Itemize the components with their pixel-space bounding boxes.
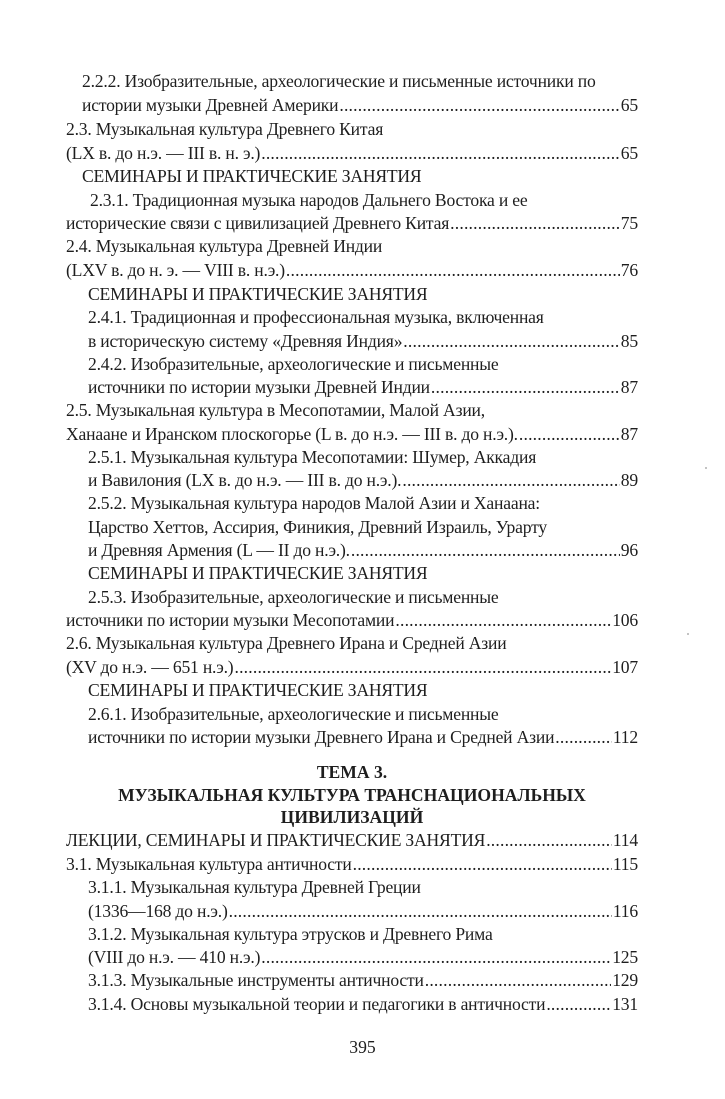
leader-dots [450,212,620,235]
toc-page-number: 76 [620,260,638,280]
toc-page-number: 125 [612,947,638,967]
toc-entry-text: 3.1. Музыкальная культура античности [66,854,352,874]
leader-dots [519,423,620,446]
toc-entry-line [66,829,638,852]
toc-entry-text: 2.3. Музыкальная культура Древнего Китая [66,119,384,139]
toc-entry-line [88,946,638,969]
toc-entry-text: 2.5.1. Музыкальная культура Месопотамии: Шумер, Аккадия [88,447,537,467]
toc-page-number: 87 [620,424,638,444]
toc-entry-line [66,656,638,679]
toc-page-number: 89 [620,470,638,490]
toc-entry-text: 2.2.2. Изобразительные, археологические и письменные источники по [82,71,596,91]
section-label: СЕМИНАРЫ И ПРАКТИЧЕСКИЕ ЗАНЯТИЯ [88,284,428,304]
toc-entry-text: 2.6.1. Изобразительные, археологические и письменные [88,704,499,724]
toc-entry-line [66,423,638,446]
toc-entry-line [66,609,638,632]
toc-page-number: 65 [620,143,638,163]
toc-entry-line [88,376,638,399]
toc-page-number: 107 [612,657,638,677]
toc-entry-line [88,539,638,562]
leader-dots [229,900,612,923]
toc-page-number: 112 [612,727,638,747]
leader-dots [395,609,611,632]
toc-entry-text: ЛЕКЦИИ, СЕМИНАРЫ И ПРАКТИЧЕСКИЕ ЗАНЯТИЯ [66,830,486,850]
theme-heading: ЦИВИЛИЗАЦИЙ [280,807,424,827]
toc-entry-text: 2.4.2. Изобразительные, археологические и письменные [88,354,499,374]
toc-entry-text: истории музыки Древней Америки [82,95,339,115]
leader-dots [402,469,619,492]
toc-entry-text: 2.6. Музыкальная культура Древнего Ирана и Средней Азии [66,633,507,653]
toc-entry-text: 2.5. Музыкальная культура в Месопотамии, Малой Азии, [66,400,485,420]
theme-heading: ТЕМА 3. [316,762,388,782]
toc-page-number: 116 [612,901,638,921]
leader-dots [431,376,620,399]
toc-entry-text: в историческую систему «Древняя Индия» [88,331,403,351]
toc-entry-text: 2.5.2. Музыкальная культура народов Малой Азии и Ханаана: [88,493,540,513]
toc-entry-text: 3.1.1. Музыкальная культура Древней Греции [88,877,421,897]
leader-dots [425,969,611,992]
toc-page-number: 87 [620,377,638,397]
toc-entry-text: Царство Хеттов, Ассирия, Финикия, Древний Израиль, Урарту [88,517,547,537]
toc-page-number: 115 [612,854,638,874]
leader-dots [353,853,612,876]
toc-page-number: 131 [612,994,638,1014]
toc-entry-text: и Древняя Армения (L — II до н.э.). [88,540,350,560]
leader-dots [261,142,620,165]
toc-entry-line [88,469,638,492]
toc-page-number: 129 [612,970,638,990]
toc-entry-text: Ханаане и Иранском плоскогорье (L в. до н.э. — III в. до н.э.). [66,424,518,444]
leader-dots [261,946,611,969]
scan-speck [705,467,707,469]
toc-page-number: 85 [620,331,638,351]
leader-dots [546,993,611,1016]
toc-entry-text: (1336—168 до н.э.) [88,901,228,921]
toc-entry-text: (XV до н.э. — 651 н.э.) [66,657,234,677]
toc-entry-line [88,969,638,992]
page-number: 395 [349,1037,376,1057]
toc-entry-text: исторические связи с цивилизацией Древнего Китая [66,213,450,233]
leader-dots [339,94,619,117]
section-label: СЕМИНАРЫ И ПРАКТИЧЕСКИЕ ЗАНЯТИЯ [88,680,428,700]
leader-dots [351,539,620,562]
toc-entry-text: 2.4. Музыкальная культура Древней Индии [66,236,383,256]
toc-entry-line [88,330,638,353]
toc-entry-text: 2.4.1. Традиционная и профессиональная музыка, включенная [88,307,544,327]
toc-entry-line [66,259,638,282]
toc-entry-line [88,900,638,923]
section-label: СЕМИНАРЫ И ПРАКТИЧЕСКИЕ ЗАНЯТИЯ [82,166,422,186]
toc-entry-text: источники по истории музыки Древнего Ирана и Средней Азии [88,727,555,747]
toc-entry-line [88,726,638,749]
toc-entry-line [66,853,638,876]
toc-page-number: 96 [620,540,638,560]
toc-page-number: 75 [620,213,638,233]
toc-entry-text: (LXV в. до н. э. — VIII в. н.э.) [66,260,285,280]
toc-entry-line [88,993,638,1016]
toc-entry-text: источники по истории музыки Древней Индии [88,377,430,397]
toc-entry-text: 2.5.3. Изобразительные, археологические и письменные [88,587,499,607]
toc-entry-line [66,212,638,235]
toc-entry-line [82,94,638,117]
toc-entry-text: (LX в. до н.э. — III в. н. э.) [66,143,261,163]
leader-dots [234,656,611,679]
toc-page-number: 65 [620,95,638,115]
toc-entry-text: источники по истории музыки Месопотамии [66,610,395,630]
toc-entry-line [66,142,638,165]
toc-entry-text: 3.1.4. Основы музыкальной теории и педагогики в античности [88,994,546,1014]
toc-entry-text: 2.3.1. Традиционная музыка народов Дальнего Востока и ее [90,190,528,210]
toc-entry-text: 3.1.3. Музыкальные инструменты античности [88,970,424,990]
leader-dots [403,330,620,353]
toc-entry-text: и Вавилония (LX в. до н.э. — III в. до н.э.). [88,470,402,490]
leader-dots [555,726,612,749]
section-label: СЕМИНАРЫ И ПРАКТИЧЕСКИЕ ЗАНЯТИЯ [88,563,428,583]
toc-page-number: 114 [612,830,638,850]
toc-page-number: 106 [612,610,638,630]
toc-entry-text: (VIII до н.э. — 410 н.э.) [88,947,261,967]
toc-entry-text: 3.1.2. Музыкальная культура этрусков и Древнего Рима [88,924,493,944]
leader-dots [286,259,620,282]
theme-heading: МУЗЫКАЛЬНАЯ КУЛЬТУРА ТРАНСНАЦИОНАЛЬНЫХ [118,785,586,805]
leader-dots [486,829,612,852]
scan-speck [687,633,689,635]
